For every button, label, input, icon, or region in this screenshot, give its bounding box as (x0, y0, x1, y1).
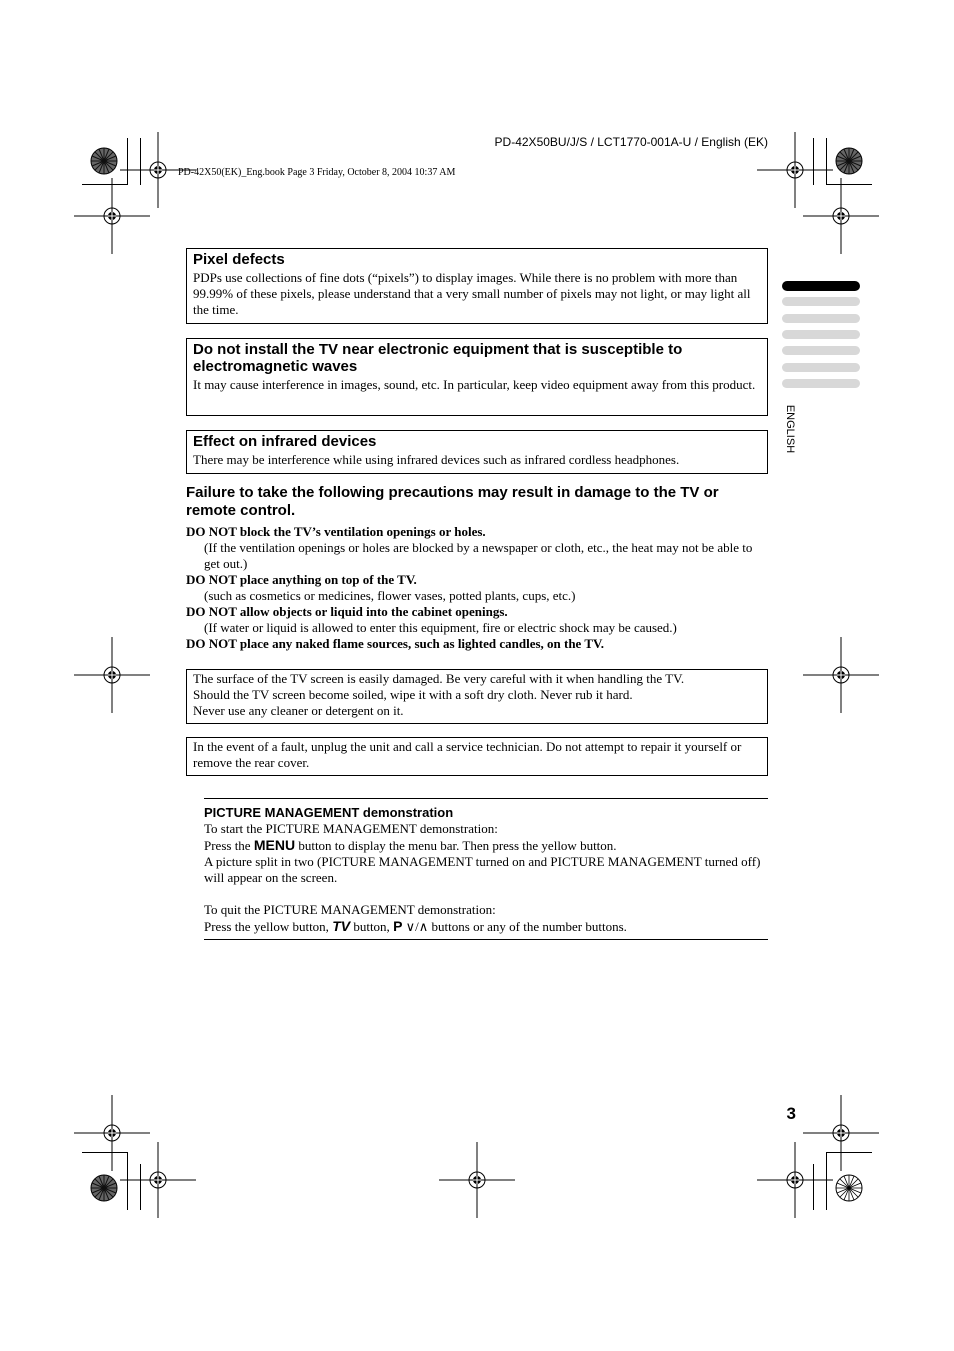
demo-bottom-rule (204, 939, 768, 940)
precaution-item (186, 604, 768, 636)
precautions-title: Failure to take the following precautions may result in damage to the TV or remote control. (186, 484, 719, 519)
language-tab (782, 314, 860, 323)
demo-press-line (204, 837, 768, 854)
demo-start-intro: To start the PICTURE MANAGEMENT demonstration: (204, 821, 498, 836)
p-button-label: P (393, 918, 403, 934)
demo-top-rule (204, 798, 768, 799)
press-rest-text: button to display the menu bar. Then press the yellow button. (298, 838, 617, 853)
notice-title: Effect on infrared devices (193, 433, 377, 450)
notice-title: Do not install the TV near electronic equipment that is susceptible to electromagnetic waves (193, 341, 683, 375)
book-info: PD-42X50(EK)_Eng.book Page 3 Friday, October 8, 2004 10:37 AM (178, 167, 456, 178)
model-line: PD-42X50BU/J/S / LCT1770-001A-U / English (EK) (494, 135, 768, 149)
precaution-detail: (such as cosmetics or medicines, flower vases, potted plants, cups, etc.) (204, 588, 576, 603)
language-label: ENGLISH (784, 404, 796, 454)
notice-pixel-defects (186, 248, 768, 324)
precaution-detail: (If water or liquid is allowed to enter this equipment, fire or electric shock may be caused.) (204, 620, 677, 635)
language-tab (782, 363, 860, 372)
quit-a-text: Press the yellow button, (204, 919, 329, 934)
language-tab (782, 297, 860, 306)
precaution-lead: DO NOT allow objects or liquid into the cabinet openings. (186, 604, 508, 619)
screen-care-line: Should the TV screen become soiled, wipe it with a soft dry cloth. Never rub it hard. (193, 687, 633, 702)
notice-body: There may be interference while using infrared devices such as infrared cordless headphones. (193, 452, 680, 467)
precaution-lead: DO NOT block the TV’s ventilation openings or holes. (186, 524, 486, 539)
press-the-text: Press the (204, 838, 251, 853)
quit-b-text: button, (353, 919, 390, 934)
demo-section (204, 805, 768, 935)
precaution-item (186, 572, 768, 604)
demo-quit-line (204, 918, 768, 935)
language-tab (782, 346, 860, 355)
language-tab (782, 330, 860, 339)
language-tab-active (782, 281, 860, 291)
notice-title: Pixel defects (193, 251, 285, 268)
demo-quit-intro: To quit the PICTURE MANAGEMENT demonstration: (204, 902, 496, 917)
notice-body: PDPs use collections of fine dots (“pixels”) to display images. While there is no problem with more than 99.99% of these pixels, please understand that a very small number of pixels may not light, or may light all the time. (193, 270, 751, 317)
notice-infrared (186, 430, 768, 474)
demo-title: PICTURE MANAGEMENT demonstration (204, 805, 454, 820)
precaution-lead: DO NOT place any naked flame sources, such as lighted candles, on the TV. (186, 636, 604, 651)
menu-button-label: MENU (253, 837, 296, 853)
precautions-section (186, 484, 768, 652)
screen-care-box (186, 669, 768, 724)
fault-box (186, 737, 768, 776)
precaution-item (186, 524, 768, 572)
fault-text: In the event of a fault, unplug the unit and call a service technician. Do not attempt to repair it yourself or remove the rear cover. (193, 739, 742, 770)
notice-electromagnetic (186, 338, 768, 416)
screen-care-line: The surface of the TV screen is easily damaged. Be very careful with it when handling the TV. (193, 671, 685, 686)
tv-button-label: TV (332, 918, 351, 934)
page-number: 3 (786, 1104, 796, 1123)
notice-body: It may cause interference in images, sound, etc. In particular, keep video equipment away from this product. (193, 377, 756, 392)
quit-c-text: ∨/∧ buttons or any of the number buttons. (405, 919, 627, 934)
screen-care-line: Never use any cleaner or detergent on it. (193, 703, 404, 718)
precaution-lead: DO NOT place anything on top of the TV. (186, 572, 417, 587)
precaution-detail: (If the ventilation openings or holes are blocked by a newspaper or cloth, etc., the heat may not be able to get out.) (204, 540, 753, 571)
precaution-item (186, 636, 768, 652)
demo-split-text: A picture split in two (PICTURE MANAGEMENT turned on and PICTURE MANAGEMENT turned off) will appear on the screen. (204, 854, 761, 885)
